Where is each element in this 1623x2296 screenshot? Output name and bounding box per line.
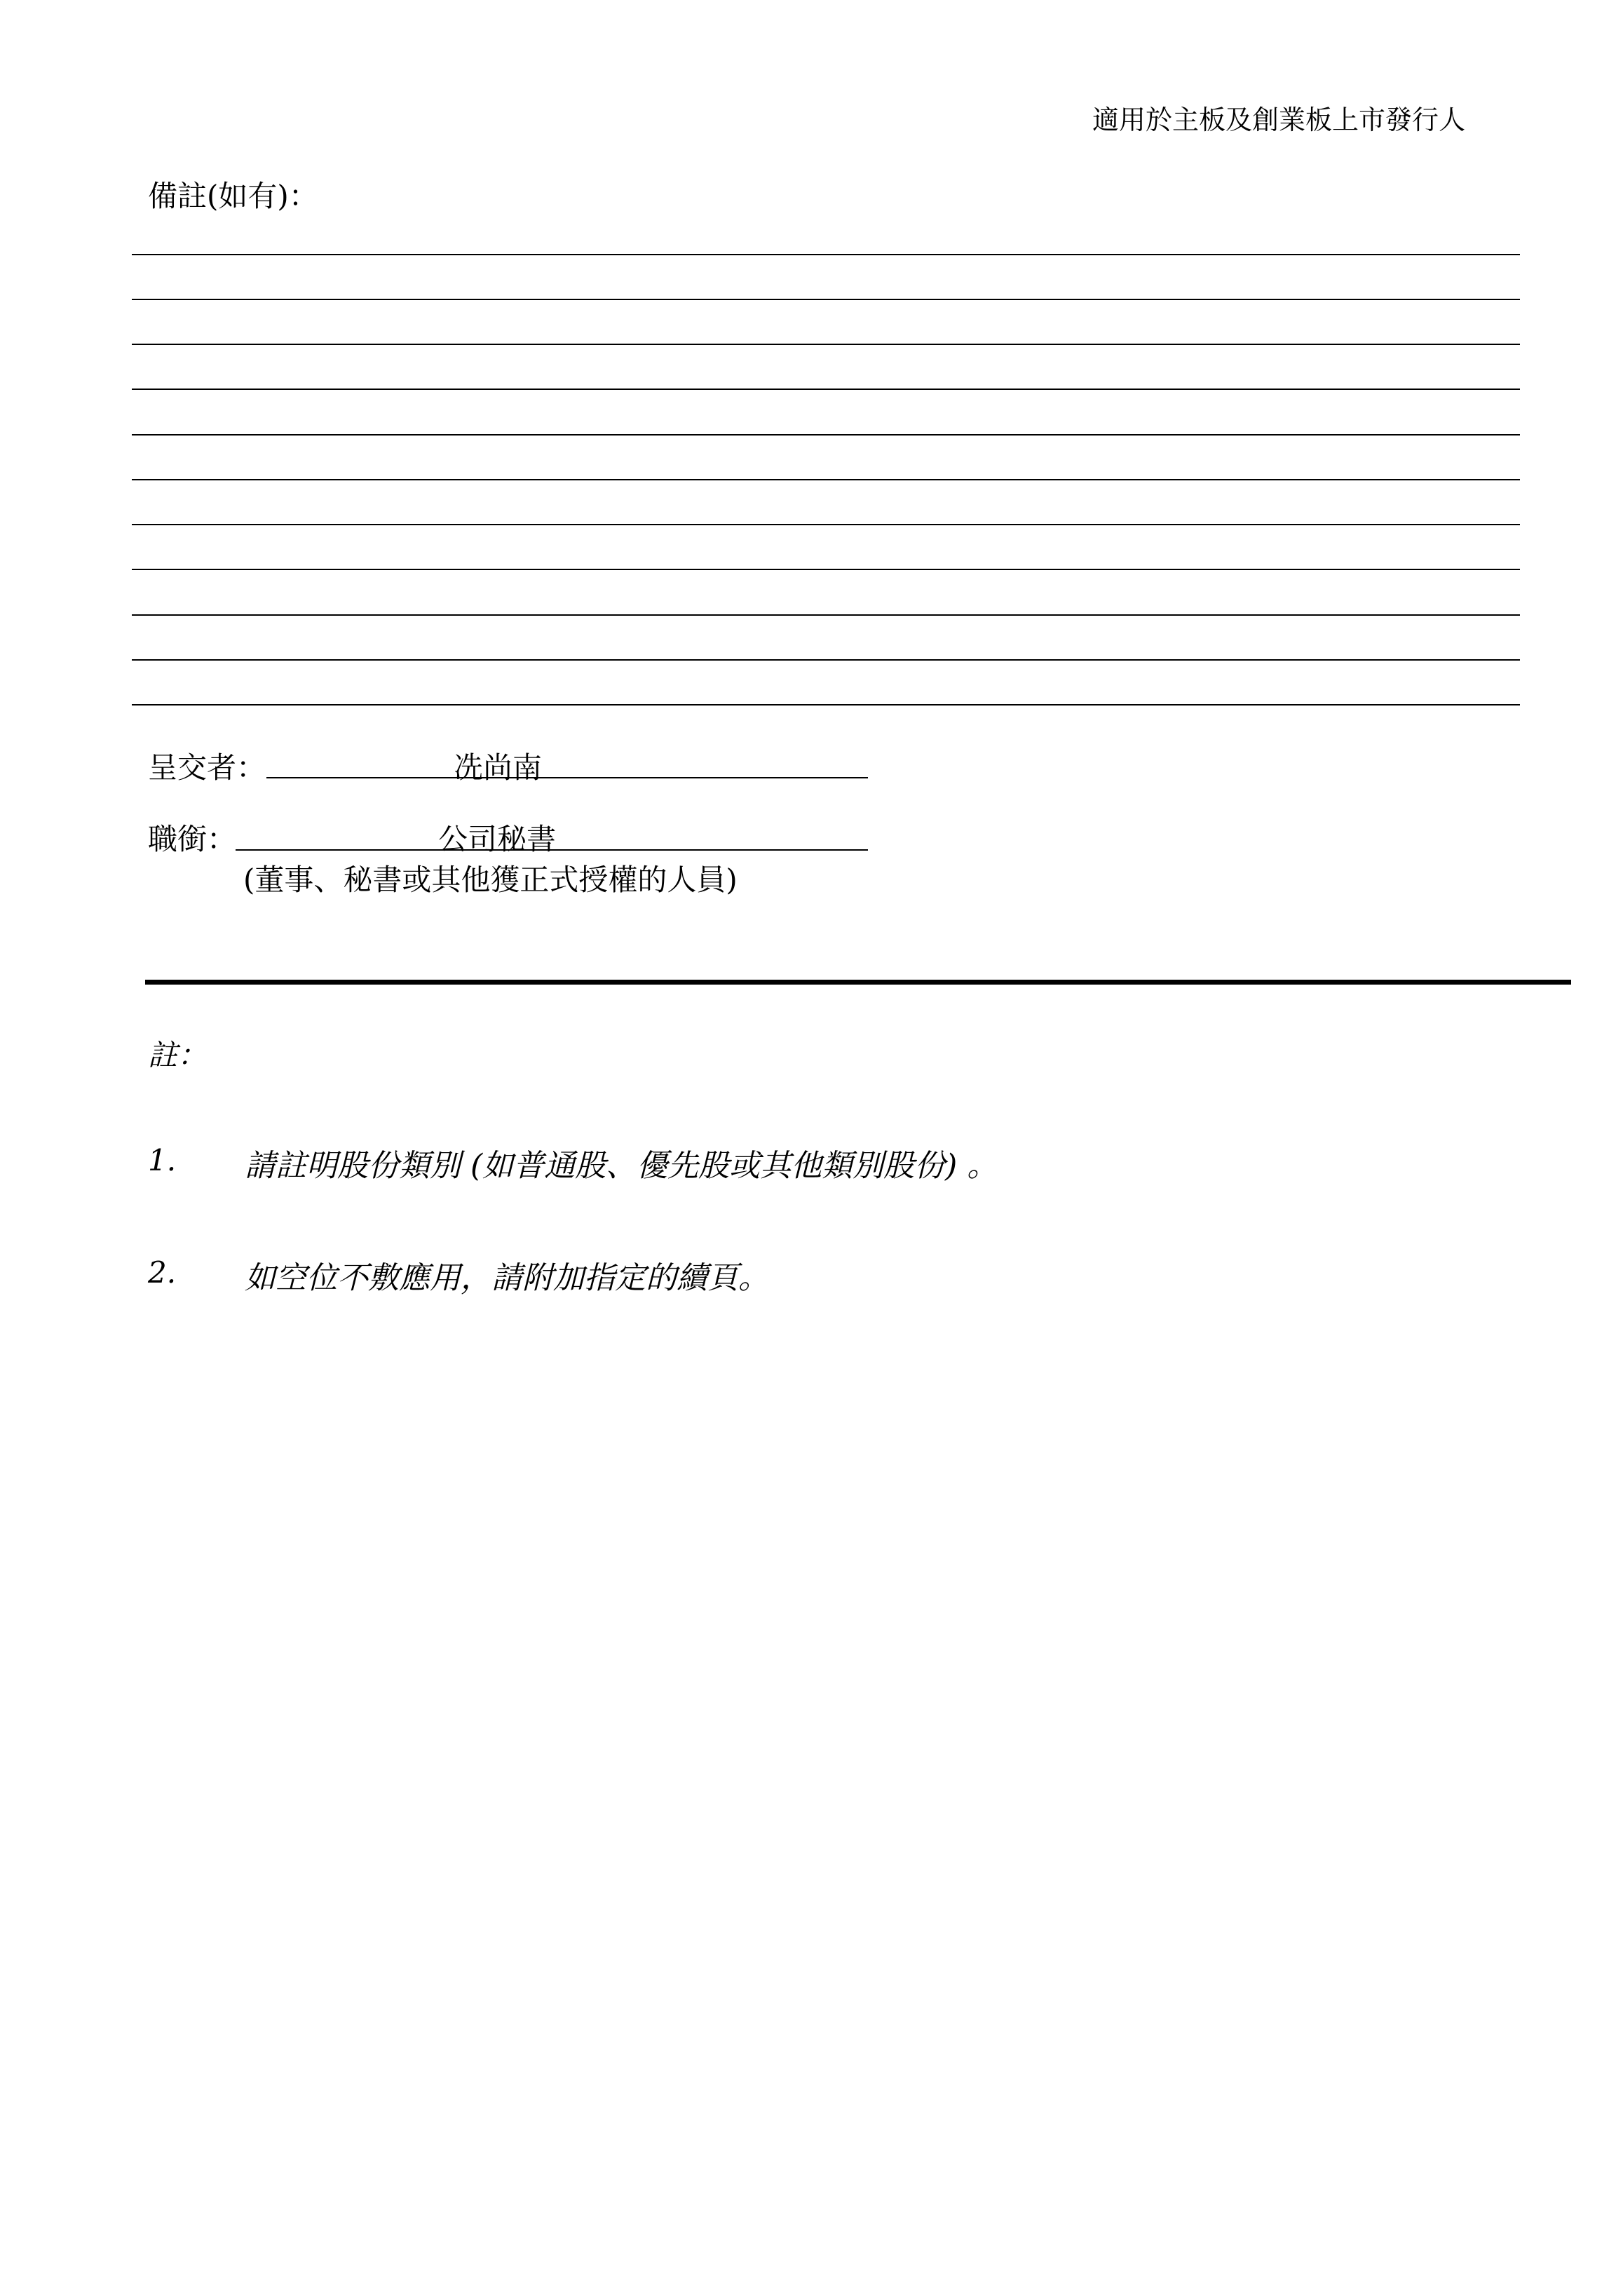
remarks-line[interactable]	[132, 704, 1520, 705]
submitted-by-label: 呈交者：	[148, 750, 266, 785]
remarks-line[interactable]	[132, 479, 1520, 480]
title-label: 職銜：	[148, 822, 237, 856]
title-value[interactable]: 公司秘書	[438, 822, 557, 856]
submitted-by-underline	[266, 777, 868, 778]
note-text: 如空位不敷應用，請附加指定的續頁。	[245, 1260, 769, 1296]
title-hint: (董事、秘書或其他獲正式授權的人員)	[243, 863, 738, 897]
remarks-label: 備註(如有)：	[148, 179, 318, 213]
submitted-by-value[interactable]: 冼尚南	[454, 750, 543, 785]
remarks-line[interactable]	[132, 524, 1520, 525]
remarks-line[interactable]	[132, 389, 1520, 390]
applicability-note: 適用於主板及創業板上市發行人	[1092, 104, 1466, 135]
remarks-line[interactable]	[132, 614, 1520, 616]
remarks-line[interactable]	[132, 299, 1520, 300]
remarks-line[interactable]	[132, 254, 1520, 255]
remarks-line[interactable]	[132, 659, 1520, 661]
notes-heading: 註：	[148, 1038, 208, 1072]
note-text: 請註明股份類別 (如普通股、優先股或其他類別股份) 。	[245, 1148, 998, 1184]
section-divider	[145, 980, 1571, 985]
note-number: 1.	[148, 1143, 177, 1177]
note-number: 2.	[148, 1255, 177, 1290]
remarks-line[interactable]	[132, 569, 1520, 570]
remarks-line[interactable]	[132, 344, 1520, 345]
remarks-line[interactable]	[132, 434, 1520, 435]
